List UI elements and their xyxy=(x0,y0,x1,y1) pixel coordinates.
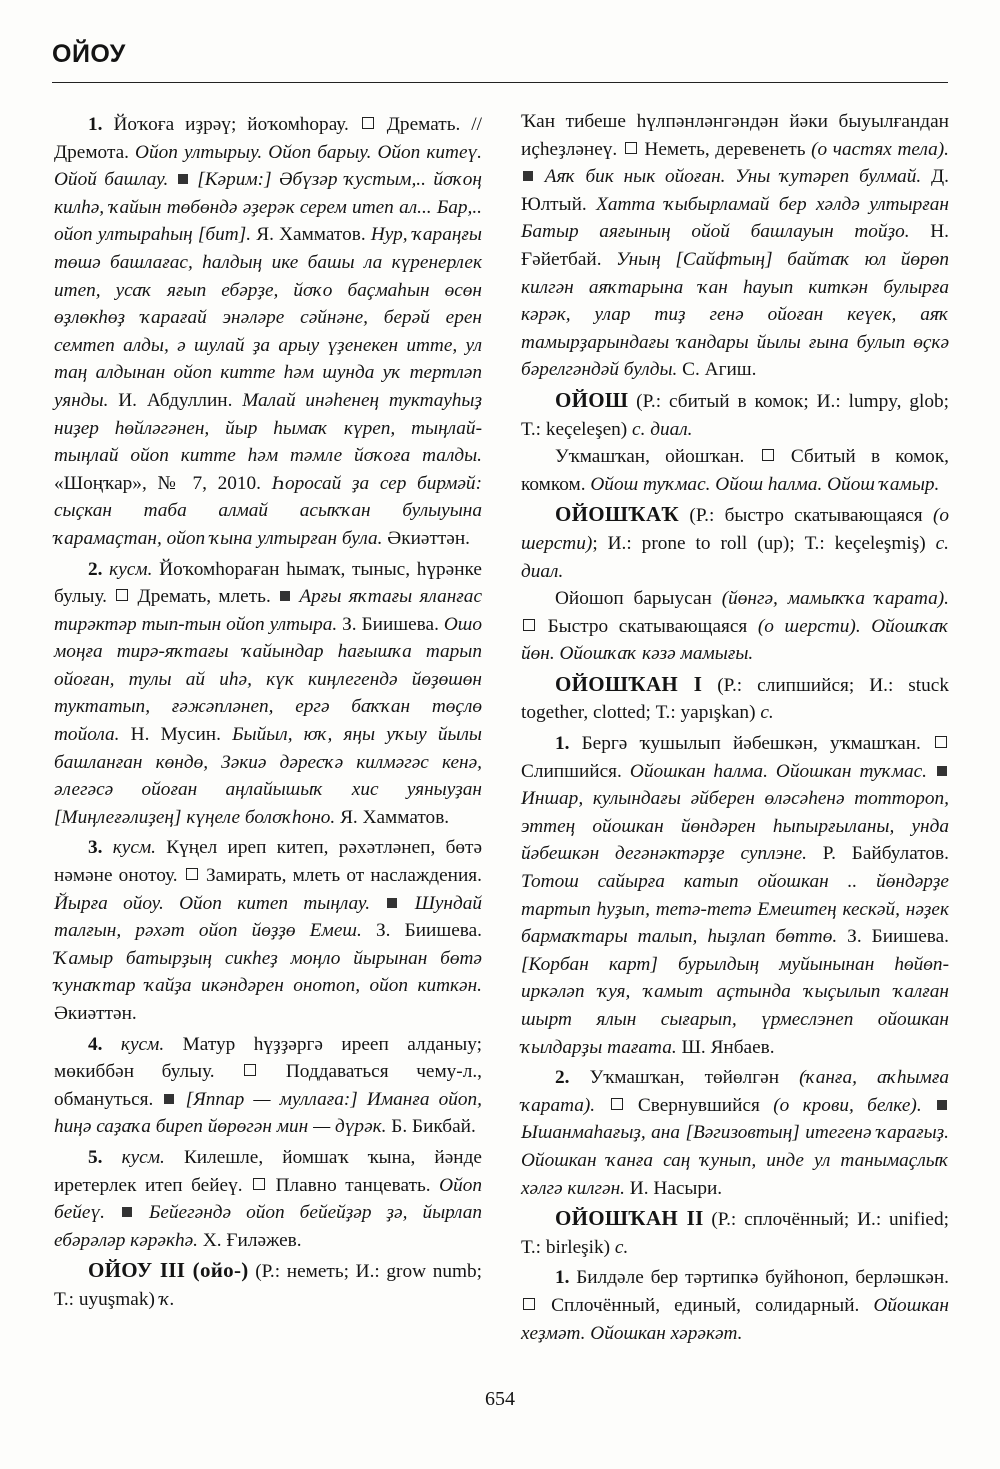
quote-source: Н. Мусин. xyxy=(119,724,233,746)
quote-source: Н. Ғәйетбай. xyxy=(521,221,949,270)
sense-1 xyxy=(521,730,949,1061)
quote-source: Б. Бикбай. xyxy=(386,1116,476,1138)
example-quote: Хатта ҡыбырламай бер хәлдә ултырған Батыр аяғының ойой башлауын тойҙо. xyxy=(521,193,949,243)
example-quote: [Яппар — муллаға:] Иманға ойоп, һиңә саҙаҡа биреп йөрөгән мин — дүрәк. xyxy=(54,1088,482,1138)
quote-source: Я. Хамматов. xyxy=(335,806,450,828)
example-quote: Нур, ҡараңғы төшә башлағас, һалдың ике башы ла күренерлек итеп, усаҡ яғып ебәрҙе, йоҡо баҫмаһын өсөн өҙлөкһөҙ ҡарағай энәләре сәйнәне, берәй ерен семтеп алды, ә шулай ҙа арыу үҙенекен итте, ул таң алдынан ойоп китте һәм шунда уҡ тертләп уянды. xyxy=(54,224,482,411)
definition-text: Йоҡоға иҙрәү; йоҡомһорау. xyxy=(102,114,360,135)
definition-text: Билдәле бер тәртипкә буйһоноп, берләшкән. xyxy=(569,1267,949,1289)
translation-note: (о шерсти) xyxy=(521,505,949,554)
page-number: 654 xyxy=(485,1388,515,1410)
quote-source: Р. Байбулатов. xyxy=(806,843,949,865)
example-quote: [Корбан карт] бурылдың муйынынан һөйөп-иркәләп ҡуя, ҡамыт аҫтында ҡыҫылып ҡалған шырт ялын сығарып, үрмеслэнеп ойошкан ҡылдарҙы тағата. xyxy=(521,953,949,1058)
example-phrases: Ойош туҡмас. Ойош һалма. Ойош ҡамыр. xyxy=(590,473,940,495)
usage-label: кусм. xyxy=(102,558,153,580)
entry-oyosh xyxy=(521,387,949,443)
quote-source: З. Биишева. xyxy=(361,920,482,942)
translation-text: Сплочённый, единый, солидарный. xyxy=(537,1294,874,1316)
translation-marker-icon xyxy=(523,619,535,631)
example-quote: Ҡамыр батырҙың сикһеҙ моңло йырынан бөтә ҡунаҡтар ҡайҙа икәндәрен онотоп, ойоп киткән. xyxy=(54,947,482,997)
definition-text: Бергә ҡушылып йәбешкән, уҡмашҡан. xyxy=(569,733,933,755)
example-quote: Быйыл, юҡ, яңы уҡыу йылы башланған көндө, Зәкиә дәресҡә килмәгәс кенә, әлегәсә ойоған аңлайышыҡ хис уяныуҙан [Миңлеғәлиҙең] күңеле болоҡһоно. xyxy=(54,724,482,828)
quote-source: С. Агиш. xyxy=(677,359,757,381)
example-phrases: Ойошкан һалма. Ойошкан туҡмас. xyxy=(629,760,927,782)
part-of-speech: с. xyxy=(614,1236,629,1258)
example-quote: Арғы яҡтағы яланғас тирәктәр тып-тын ойоп ултыра. xyxy=(54,586,482,635)
quote-source: З. Биишева. xyxy=(337,613,444,635)
entry-equivalents: (Р.: быстро скатывающаяся xyxy=(679,505,933,527)
example-quote: Уның [Сайфтың] байтаҡ юл йөрөп килгән аяҡтарына ҡан һауып киткән булырға кәрәк, улар тиҙ генә ойоған кеүек, аяҡ тамырҙарындағы ҡандары йылы ғына булып өҫкә бәрелгәндәй булды. xyxy=(521,248,949,381)
example-quote: Ошо моңға тирә-яҡтағы ҡайындар һағышҡа тарып ойоған, тулы ай иһә, күк киңлегендә йөҙөшөн туктатып, ғәжәпләнеп, ергә баҡҡан төҫлө тойола. xyxy=(54,613,482,746)
translation-marker-icon xyxy=(186,868,198,880)
example-phrases: Ойоп бейеү. xyxy=(54,1174,482,1224)
translation-text: Неметь, деревенеть xyxy=(638,138,812,160)
entry-oyosh-definition xyxy=(521,443,949,498)
example-phrases: (о шерсти). Ойошҡаҡ йөн. Ойошҡаҡ кәзә мамығы. xyxy=(521,615,949,665)
citation-marker-icon xyxy=(523,171,533,181)
definition-text: Ойошоп барыусан xyxy=(555,588,722,610)
citation-marker-icon xyxy=(280,591,290,601)
quote-source: Я. Хамматов. xyxy=(251,224,371,246)
translation-marker-icon xyxy=(611,1098,623,1110)
sense-1 xyxy=(54,111,482,553)
example-phrases: Йырға ойоу. Ойоп китеп тыңлау. xyxy=(54,892,371,914)
sense-2 xyxy=(54,556,482,832)
sense-number: 2. xyxy=(555,1067,570,1089)
quote-source: И. Насыри. xyxy=(624,1177,723,1199)
quote-source: Әкиәттән. xyxy=(382,527,470,549)
sense-number: 1. xyxy=(555,1267,570,1289)
translation-text: Замирать, млеть от наслаждения. xyxy=(199,865,482,887)
sense-2 xyxy=(521,1064,949,1202)
part-of-speech: с. xyxy=(760,702,774,724)
sense-number: 4. xyxy=(88,1033,103,1055)
right-column xyxy=(521,108,949,1347)
quote-source: Х. Ғиләжев. xyxy=(198,1229,302,1251)
left-column xyxy=(54,108,482,1314)
entry-equivalents: ; И.: prone to roll (up); Т.: keçeleşmiş) xyxy=(592,532,936,554)
translation-marker-icon xyxy=(362,117,374,129)
translation-marker-icon xyxy=(523,1298,535,1310)
quote-source: З. Биишева. xyxy=(837,926,949,948)
citation-marker-icon xyxy=(122,1207,132,1217)
sense-5 xyxy=(54,1144,482,1254)
definition-text: Килешле, йомшаҡ ҡына, йәнде иретерлек итеп бейеү. xyxy=(54,1146,482,1196)
definition-text: Уҡмашҡан, төйөлгән xyxy=(569,1067,800,1089)
translation-marker-icon xyxy=(253,1178,265,1190)
quote-source: Д. Юлтый. xyxy=(521,166,949,215)
definition-text: Уҡмашҡан, ойошҡан. xyxy=(555,446,760,468)
example-quote: Һоросай ҙа сер бирмәй: сыҫкан таба алмай асыҡҡан булыуына ҡарамаҫтан, ойоп ҡына ултырған була. xyxy=(54,472,482,549)
quote-source: И. Абдуллин. xyxy=(108,389,243,411)
headword: ОЙОШҠАН I xyxy=(555,671,703,696)
translation-note: (о частях тела). xyxy=(811,138,949,160)
translation-text: Дремать. // Дремота. xyxy=(54,114,483,163)
example-quote: Ышанмаһағыҙ, ана [Вәгизовтың] итегенә ҡарағыҙ. Ойошкан ҡанға саң ҡунып, инде ул танымаҫлыҡ хәлгә килгән. xyxy=(521,1122,949,1199)
entry-oyoshkan-2 xyxy=(521,1205,949,1261)
running-head: ОЙОУ xyxy=(52,40,126,68)
translation-text: Поддаваться чему-л., обмануться. xyxy=(54,1061,482,1110)
citation-marker-icon xyxy=(387,898,397,908)
entry-equivalents: (Р.: неметь; И.: grow numb; Т.: uyuşmak) xyxy=(54,1261,482,1310)
quote-source: Әкиәттән. xyxy=(54,1003,137,1024)
headword: ОЙОУ III (ойо-) xyxy=(88,1258,249,1283)
citation-marker-icon xyxy=(164,1094,174,1104)
definition-note: (йөнгә, мамыҡҡа ҡарата). xyxy=(721,588,949,610)
definition-text: Ҡан тибеше һүлпәнләнгәндән йәки быуылғандан иҫһеҙләнеү. xyxy=(521,111,949,160)
example-quote: Иншар, кулындағы әйберен өләсәһенә тоттороп, эттең ойошкан йөндәрен һыпырғыланы, унда йәбешкән дегәнәктәрҙе суплэне. xyxy=(521,788,949,865)
sense-number: 1. xyxy=(555,733,570,755)
definition-text: Йоҡомһораған һымаҡ, тыныс, һүрәнке булыу. xyxy=(54,558,482,608)
definition-note: (ҡанға, аҡһымға ҡарата). xyxy=(521,1067,949,1116)
translation-text: Сбитый в комок, комком. xyxy=(521,446,950,495)
citation-marker-icon xyxy=(937,1100,947,1110)
entry-oyoshkak-definition xyxy=(521,585,949,668)
part-of-speech: с. диал. xyxy=(632,418,693,440)
headword: ОЙОШҠАҠ xyxy=(555,502,680,527)
example-phrases: Ойоп ултырыу. Ойоп барыу. Ойоп китеү. Ойой башлау. xyxy=(54,141,482,191)
example-quote: Тотош сайырға катып ойошкан .. йөндәрҙе тартып һуҙып, тетә-тетә Емештең кескәй, нәҙек бармаҡтары талып, һыҙлап бөттө. xyxy=(521,871,949,948)
quote-source: Ш. Янбаев. xyxy=(676,1036,775,1058)
sense-number: 1. xyxy=(88,114,103,135)
example-quote: Аяҡ бик нык ойоған. Уны ҡутәреп булмай. xyxy=(544,166,922,188)
translation-text: Слипшийся. xyxy=(521,760,630,782)
sense-1 xyxy=(521,1264,949,1347)
example-quote: Бейегәндә ойоп бейейҙәр ҙә, йырлап ебәрәләр кәрәкһә. xyxy=(54,1202,482,1251)
example-quote: [Кәрим:] Әбүзәр ҡустым,.. йоҡоң килһә, ҡайын төбөндә әҙерәк серем итеп ал... Бар,.. ойоп ултыраһың [бит]. xyxy=(54,169,482,246)
translation-marker-icon xyxy=(116,589,128,601)
part-of-speech: с. диал. xyxy=(521,532,949,582)
citation-marker-icon xyxy=(937,766,947,776)
usage-label: кусм. xyxy=(102,1033,165,1055)
header-rule xyxy=(52,82,948,83)
entry-oyoshkan-1 xyxy=(521,671,949,727)
translation-text: Плавно танцевать. xyxy=(267,1174,440,1196)
quote-source: «Шоңҡар», № 7, 2010. xyxy=(54,472,272,494)
entry-oyou-3 xyxy=(54,1257,482,1313)
translation-marker-icon xyxy=(762,449,774,461)
example-phrases: Ойошкан хеҙмәт. Ойошкан хәрәкәт. xyxy=(521,1294,949,1344)
part-of-speech: ҡ. xyxy=(159,1288,175,1310)
translation-text: Быстро скатывающаяся xyxy=(537,615,758,637)
usage-label: кусм. xyxy=(102,1146,165,1168)
headword: ОЙОШҠАН II xyxy=(555,1206,704,1231)
sense-3 xyxy=(54,834,482,1027)
definition-text: Матур һүҙҙәргә ирееп алданыу; мөкиббән булыу. xyxy=(54,1033,482,1083)
translation-marker-icon xyxy=(625,142,637,154)
entry-equivalents: (Р.: сбитый в комок; И.: lumpy, glob; Т.: keçeleşen) xyxy=(521,390,949,440)
usage-label: кусм. xyxy=(102,837,157,859)
translation-text: Свернувшийся xyxy=(624,1094,774,1116)
example-quote: Малай инәһенең туктауһыҙ ниҙер һөйләгәнен, йыр һымаҡ күреп, тыңлай-тыңлай ойоп китте һәм тәмле йоҡоға талды. xyxy=(54,389,482,467)
example-quote: Шундай талғын, рәхәт ойоп йөҙҙө Емеш. xyxy=(54,892,482,942)
translation-note: (о крови, белке). xyxy=(773,1094,922,1116)
sense-4 xyxy=(54,1031,482,1141)
sense-number: 5. xyxy=(88,1146,103,1168)
entry-oyoshkak xyxy=(521,501,949,585)
entry-equivalents: (Р.: слипшийся; И.: stuck together, clotted; Т.: yapışkan) xyxy=(521,674,950,724)
sense-number: 2. xyxy=(88,558,103,580)
translation-marker-icon xyxy=(244,1064,256,1076)
translation-text: Дремать, млеть. xyxy=(130,586,279,608)
continued-definition xyxy=(521,108,949,384)
sense-number: 3. xyxy=(88,837,103,859)
definition-text: Күңел иреп китеп, рәхәтләнеп, бөтә нәмәне онотоу. xyxy=(54,837,482,887)
translation-marker-icon xyxy=(935,736,947,748)
headword: ОЙОШ xyxy=(555,387,629,412)
entry-equivalents: (Р.: сплочённый; И.: unified; Т.: birleşik) xyxy=(521,1209,949,1258)
citation-marker-icon xyxy=(178,174,188,184)
